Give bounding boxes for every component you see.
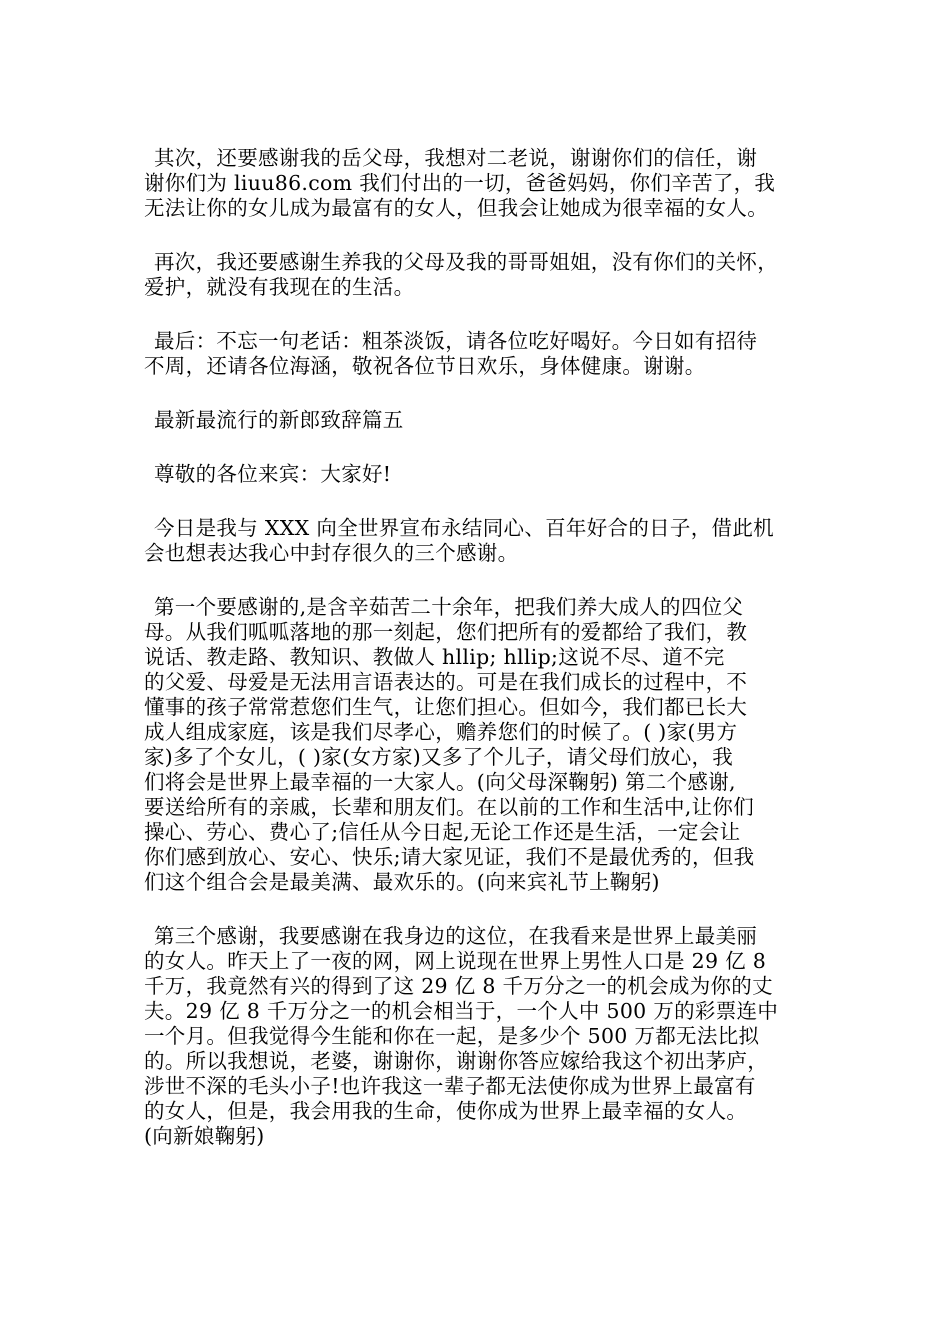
paragraph-closing-words: 最后：不忘一句老话：粗茶淡饭，请各位吃好喝好。今日如有招待 不周，还请各位海涵，敬祝各位节日欢乐，身体健康。谢谢。 — [144, 329, 758, 378]
greeting-line: 尊敬的各位来宾：大家好! — [154, 462, 392, 486]
paragraph-thanks-in-laws: 其次，还要感谢我的岳父母，我想对二老说，谢谢你们的信任，谢 谢你们为 liuu86.com 我们付出的一切，爸爸妈妈，你们辛苦了，我 无法让你的女儿成为最富有的女人，但我会让她成为很幸福的女人。 — [144, 146, 776, 220]
paragraph-introduction: 今日是我与 XXX 向全世界宣布永结同心、百年好合的日子，借此机 会也想表达我心中封存很久的三个感谢。 — [144, 516, 774, 565]
paragraph-third-thanks: 第三个感谢，我要感谢在我身边的这位，在我看来是世界上最美丽 的女人。昨天上了一夜的网，网上说现在世界上男性人口是 29 亿 8 千万，我竟然有兴的得到了这 29 亿 8 千万分之一的机会成为你的丈 夫。29 亿 8 千万分之一的机会相当于，一个人中 500 万的彩票连中 一个月。但我觉得今生能和你在一起，是多少个 500 万都无法比拟 的。所以我想说，老婆，谢谢你，谢谢你答应嫁给我这个初出茅庐， 涉世不深的毛头小子!也许我这一辈子都无法使你成为世界上最富有 的女人，但是，我会用我的生命，使你成为世界上最幸福的女人。 (向新娘鞠躬) — [144, 924, 779, 1148]
paragraph-thanks-parents: 再次，我还要感谢生养我的父母及我的哥哥姐姐，没有你们的关怀， 爱护，就没有我现在的生活。 — [144, 250, 778, 299]
document-page — [144, 146, 810, 1178]
paragraph-first-thanks: 第一个要感谢的,是含辛茹苦二十余年，把我们养大成人的四位父 母。从我们呱呱落地的那一刻起，您们把所有的爱都给了我们，教 说话、教走路、教知识、教做人 hllip; hllip;这说不尽、道不完 的父爱、母爱是无法用言语表达的。可是在我们成长的过程中，不 懂事的孩子常常惹您们生气，让您们担心。但如今，我们都已长大 成人组成家庭，该是我们尽孝心，赡养您们的时候了。( )家(男方 家)多了个女儿，( )家(女方家)又多了个儿子，请父母们放心，我 们将会是世界上最幸福的一大家人。(向父母深鞠躬) 第二个感谢, 要送给所有的亲戚，长辈和朋友们。在以前的工作和生活中,让你们 操心、劳心、费心了;信任从今日起,无论工作还是生活，一定会让 你们感到放心、安心、快乐;请大家见证，我们不是最优秀的，但我 们这个组合会是最美满、最欢乐的。(向来宾礼节上鞠躬) — [144, 595, 755, 894]
section-heading: 最新最流行的新郎致辞篇五 — [154, 408, 404, 432]
